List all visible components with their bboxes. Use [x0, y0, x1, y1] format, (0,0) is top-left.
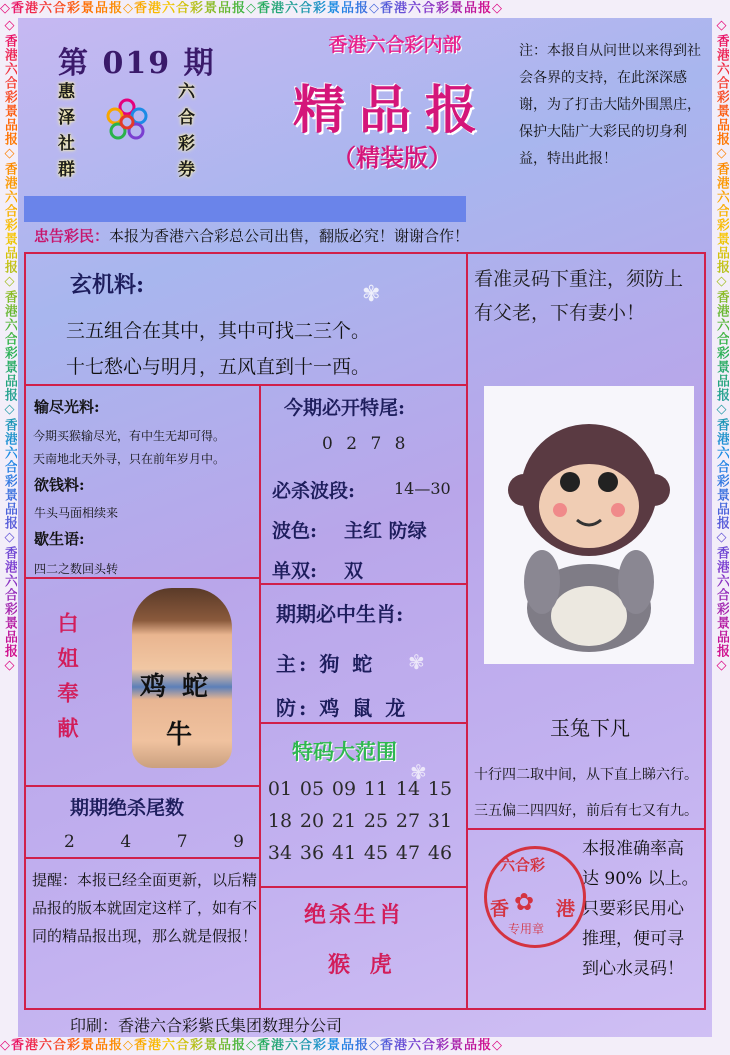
- color-value: 主红 防绿: [344, 520, 427, 542]
- riddle-line-1: 十行四二取中间，从下直上睇六行。: [474, 767, 698, 783]
- stamp-left: 香: [490, 898, 510, 920]
- divider-right-1: [466, 828, 706, 830]
- divider-left-1: [24, 577, 260, 579]
- tail-kill-num: 9: [233, 832, 244, 852]
- issue-number: 第 019 期: [58, 46, 216, 81]
- wave-value: 14—30: [394, 479, 451, 498]
- mystic-line-1: 三五组合在其中，其中可找二三个。: [66, 320, 371, 342]
- range-num: 46: [427, 842, 453, 864]
- right-top-line-1: 看准灵码下重注，须防上: [474, 268, 684, 290]
- photo-word-1: 鸡: [140, 672, 167, 702]
- bottom-border-text: ◇香港六合彩景品报◇香港六合彩景品报◇香港六合彩景品报◇香港六合彩景品报◇: [0, 1038, 503, 1053]
- money-title: 欲钱料:: [34, 476, 85, 494]
- range-num: 14: [395, 778, 421, 800]
- header-note: 注：本报自从问世以来得到社会各界的支持，在此深深感谢，为了打击大陆外围黑庄，保护大陆广大彩民的切身利益，特出此报！: [519, 43, 701, 167]
- range-num: 41: [331, 842, 357, 864]
- divider-left-2: [24, 785, 260, 787]
- stamp-top: 六合彩: [500, 856, 546, 874]
- left-border: [0, 18, 18, 1037]
- range-num: 01: [267, 778, 293, 800]
- zodiac-guard: 防: 鸡 鼠 龙: [276, 696, 409, 720]
- divider-center-2: [259, 722, 467, 724]
- zodiac-title: 期期必中生肖:: [276, 602, 404, 626]
- oddeven-value: 双: [344, 560, 364, 582]
- rest-title: 歇生语:: [34, 530, 85, 548]
- right-top-line-2: 有父老，下有妻小！: [474, 302, 646, 324]
- divider-left-3: [24, 857, 260, 859]
- warning-label: 忠告彩民：: [34, 227, 110, 245]
- wave-label: 必杀波段:: [272, 480, 356, 502]
- flower-icon: ✾: [410, 760, 427, 784]
- warning-line: [34, 225, 704, 246]
- divider-center-3: [259, 886, 467, 888]
- top-border-text: ◇香港六合彩景品报◇香港六合彩景品报◇香港六合彩景品报◇香港六合彩景品报◇: [0, 1, 503, 16]
- divider-mystic: [24, 384, 468, 386]
- range-num: 20: [299, 810, 325, 832]
- right-word-1: 六合: [174, 82, 194, 134]
- mystic-title: 玄机料:: [70, 272, 145, 298]
- bauhinia-icon: ✿: [514, 888, 535, 916]
- tail-kill-num: 4: [120, 832, 132, 852]
- oddeven-label: 单双:: [272, 560, 318, 582]
- white-sister-vertical: 白姐奉献: [55, 612, 80, 752]
- warning-text: 本报为香港六合彩总公司出售，翻版必究！谢谢合作！: [109, 227, 470, 245]
- divider-center-1: [259, 583, 467, 585]
- lose-line-2: 天南地北天外寻，只在前年岁月中。: [33, 452, 226, 466]
- range-num: 18: [267, 810, 293, 832]
- lottery-logo-icon: [104, 98, 150, 144]
- accuracy-line: 只要彩民用心: [582, 899, 684, 919]
- edition-label: （精装版）: [332, 143, 452, 172]
- accuracy-text: [582, 834, 706, 984]
- tail-kill-num: 7: [176, 832, 188, 852]
- blue-banner: [24, 196, 466, 222]
- toy-caption: 玉兔下凡: [550, 716, 630, 740]
- tail-kill-num: 2: [64, 832, 75, 852]
- bottom-border: [0, 1037, 730, 1055]
- accuracy-line: 本报准确率高: [582, 839, 684, 859]
- range-num: 47: [395, 842, 421, 864]
- right-border: [712, 18, 730, 1037]
- lose-line-1: 今期买猴输尽光，有中生无却可得。: [33, 429, 226, 443]
- tail-kill-title: 期期绝杀尾数: [70, 797, 185, 819]
- tail-kill-numbers: [64, 832, 244, 852]
- kill-title: 绝杀生肖: [304, 902, 405, 928]
- divider-vertical-left: [259, 384, 261, 1010]
- range-num: 11: [363, 778, 389, 800]
- range-num: 05: [299, 778, 325, 800]
- top-border: [0, 0, 730, 18]
- stamp-right: 港: [556, 898, 576, 920]
- right-word-2: 彩券: [174, 134, 194, 186]
- tail-title: 今期必开特尾:: [284, 397, 406, 419]
- range-num: 27: [395, 810, 421, 832]
- accuracy-line: 达 90% 以上。: [582, 869, 699, 889]
- rest-line: 四二之数回头转: [34, 562, 119, 576]
- right-border-text: ◇香港六合彩景品报◇香港六合彩景品报◇香港六合彩景品报◇香港六合彩景品报◇香港六合彩景品报◇: [714, 18, 729, 674]
- riddle-line-2: 三五偏二四四好，前后有七又有九。: [474, 803, 698, 819]
- flower-icon: ✾: [362, 282, 381, 307]
- range-num: 36: [299, 842, 325, 864]
- kill-value: 猴 虎: [328, 952, 398, 978]
- photo-word-3: 牛: [166, 720, 193, 750]
- left-border-text: ◇香港六合彩景品报◇香港六合彩景品报◇香港六合彩景品报◇香港六合彩景品报◇香港六合彩景品报◇: [2, 18, 17, 674]
- divider-vertical-right: [466, 252, 468, 1010]
- range-numbers: [264, 778, 464, 874]
- photo-word-2: 蛇: [182, 672, 209, 702]
- left-word-2: 社群: [54, 134, 74, 186]
- money-line: 牛头马面相续来: [34, 506, 119, 520]
- reminder-text: 提醒：本报已经全面更新，以后精品报的版本就固定这样了，如有不同的精品报出现，那么就是假报！: [32, 871, 258, 945]
- color-label: 波色:: [272, 520, 318, 542]
- range-num: 25: [363, 810, 389, 832]
- tail-numbers: 0 2 7 8: [322, 434, 410, 454]
- accuracy-line: 推理，便可寻: [582, 929, 684, 949]
- lose-title: 输尽光料:: [34, 398, 100, 416]
- range-num: 34: [267, 842, 293, 864]
- left-word-1: 惠泽: [54, 82, 74, 134]
- mystic-line-2: 十七愁心与明月，五风直到十一西。: [66, 356, 371, 378]
- stamp-bottom: 专用章: [508, 922, 545, 936]
- range-num: 15: [427, 778, 453, 800]
- footer-printer: 印刷：香港六合彩紫氏集团数理分公司: [70, 1016, 343, 1035]
- accuracy-line: 到心水灵码！: [582, 959, 684, 979]
- sub-title: 香港六合彩内部: [328, 34, 462, 56]
- range-num: 45: [363, 842, 389, 864]
- zodiac-main: 主: 狗 蛇: [276, 652, 376, 676]
- range-num: 31: [427, 810, 453, 832]
- main-title: 精品报: [292, 80, 491, 141]
- flower-icon: ✾: [408, 650, 425, 674]
- range-title: 特码大范围: [292, 739, 397, 764]
- range-num: 09: [331, 778, 357, 800]
- range-num: 21: [331, 810, 357, 832]
- monkey-toy-image: [484, 386, 694, 664]
